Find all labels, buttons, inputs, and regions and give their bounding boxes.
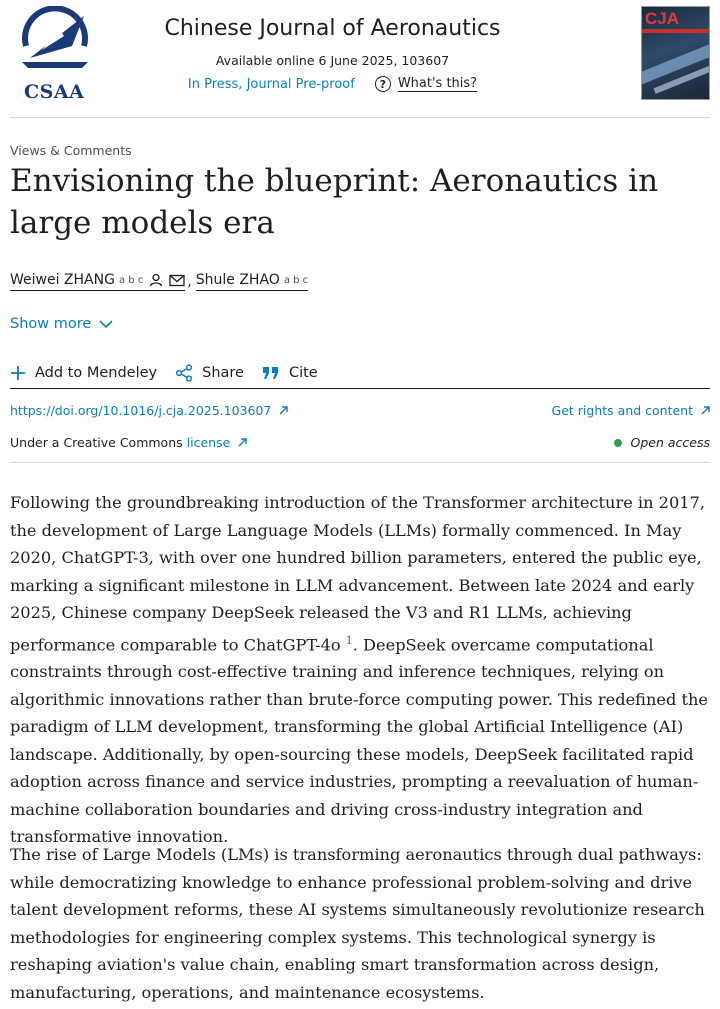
whats-this-button[interactable] [375,76,477,92]
author-affiliations: a b c [283,274,309,286]
body-paragraph-2: The rise of Large Models (LMs) is transforming aeronautics through dual pathways: while democratizing knowledge to enhance professional problem-solving and drive talent development reforms, these AI systems simultaneously revolutionize research methodologies for engineering complex systems. This technological synergy is reshaping aviation's value chain, enabling smart transformation across design, manufacturing, operations, and maintenance ecosystems. [10,845,705,1002]
author-2[interactable] [196,272,308,291]
doi-row [10,403,710,418]
external-link-icon [238,438,247,447]
cover-bar [642,29,709,33]
doi-text: https://doi.org/10.1016/j.cja.2025.103607 [10,403,272,418]
doi-link[interactable] [10,403,288,418]
aircraft-seal-icon [12,6,98,78]
availability-text: Available online 6 June 2025, 103607 [215,53,450,68]
cite-button[interactable] [262,365,318,381]
external-link-icon [701,406,710,415]
paragraph-text: Following the groundbreaking introduction of the Transformer architecture in 2017, the development of Large Language Models (LLMs) formally commenced. In May 2020, ChatGPT-3, with over one hundred billion parameters, entered the public eye, marking a significant milestone in LLM advancement. Between late 2024 and early 2025, Chinese company DeepSeek released the V3 and R1 LLMs, achieving performance comparable to ChatGPT-4o [10,493,706,654]
in-press-link[interactable]: In Press, Journal Pre-proof [187,76,355,92]
cite-label: Cite [288,364,318,381]
section-divider [10,462,710,463]
quote-icon [262,366,280,380]
whats-this-label: What's this? [397,76,478,91]
add-to-mendeley-button[interactable] [10,365,157,381]
author-list [10,272,308,291]
show-more-button[interactable] [10,316,113,332]
share-icon [175,364,193,382]
open-access-dot-icon [614,439,622,447]
rights-text: Get rights and content [551,403,694,418]
plus-icon [10,365,26,381]
cover-title: CJA [645,9,680,28]
journal-cover-thumbnail[interactable] [641,6,710,100]
rights-link[interactable] [552,403,710,418]
person-icon [149,273,163,287]
mendeley-label: Add to Mendeley [35,364,158,381]
license-prefix: Under a Creative Commons [10,435,183,450]
license-link-text: license [186,435,231,450]
author-1[interactable] [10,272,185,291]
author-separator: , [187,273,192,290]
email-icon [169,274,185,287]
chevron-down-icon [99,320,113,329]
question-icon: ? [375,76,391,92]
show-more-label: Show more [10,316,92,332]
csaa-logo[interactable] [12,6,98,103]
article-actions [10,357,710,389]
journal-header [10,0,710,118]
article-category: Views & Comments [10,143,132,158]
share-button[interactable] [175,364,244,382]
journal-title[interactable]: Chinese Journal of Aeronautics [164,16,501,41]
author-name: Shule ZHAO [195,272,280,288]
external-link-icon [279,406,288,415]
author-affiliations: a b c [118,274,144,286]
open-access-badge [614,435,710,450]
reference-link[interactable]: 1 [345,633,353,647]
article-title: Envisioning the blueprint: Aeronautics in large models era [10,163,659,241]
share-label: Share [202,364,244,381]
csaa-logo-text: CSAA [24,81,85,103]
author-name: Weiwei ZHANG [10,272,115,288]
license-link[interactable] [187,435,248,450]
open-access-label: Open access [630,435,710,450]
paragraph-text: . DeepSeek overcame computational constraints through cost-effective training and inference techniques, relying on algorithmic innovations rather than brute-force computing power. This redefined the paradigm of LLM development, transforming the global Artificial Intelligence (AI) landscape. Additionally, by open-sourcing these models, DeepSeek facilitated rapid adoption across finance and service industries, prompting a reevaluation of human-machine collaboration boundaries and driving cross-industry integration and transformative innovation. [10,634,708,847]
license-row [10,435,710,450]
status-row [120,76,545,92]
license-statement [10,435,247,450]
body-paragraph-1 [10,489,712,851]
